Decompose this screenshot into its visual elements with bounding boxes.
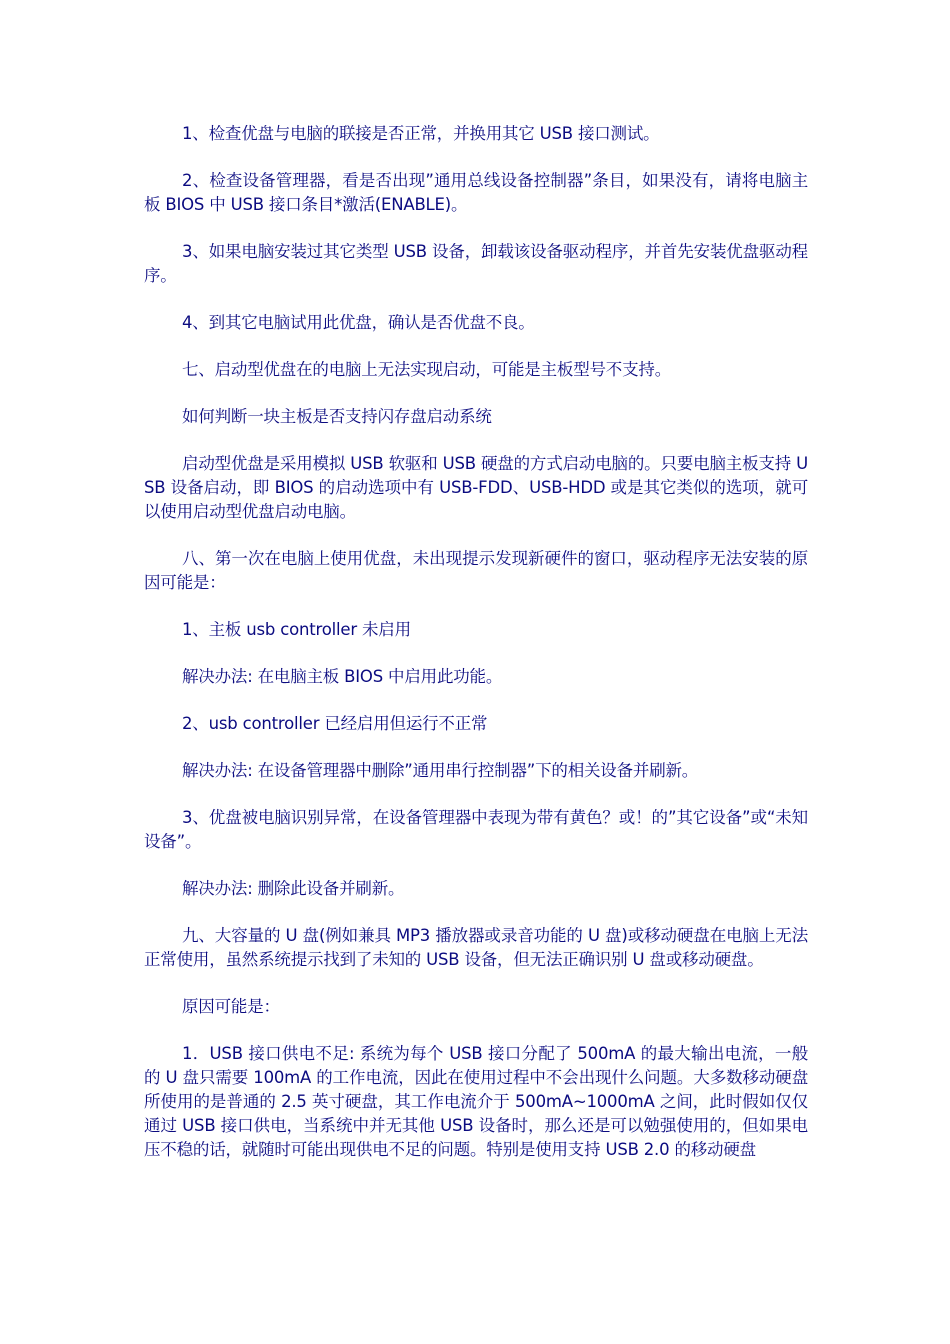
paragraph-try-other-computer: 4、到其它电脑试用此优盘，确认是否优盘不良。 xyxy=(182,313,535,332)
paragraph-how-to-judge: 如何判断一块主板是否支持闪存盘启动系统 xyxy=(182,407,492,426)
paragraph-boot-usb: 启动型优盘是采用模拟 USB 软驱和 USB 硬盘的方式启动电脑的。只要电脑主板支持 USB 设备启动，即 BIOS 的启动选项中有 USB-FDD、USB-HDD 或是其它类似的选项，就可以使用启动型优盘启动电脑。 xyxy=(144,454,808,521)
paragraph-uninstall-driver: 3、如果电脑安装过其它类型 USB 设备，卸载该设备驱动程序，并首先安装优盘驱动程序。 xyxy=(144,242,808,285)
paragraph-controller-abnormal: 2、usb controller 已经启用但运行不正常 xyxy=(182,714,488,733)
section-heading-eight: 八、第一次在电脑上使用优盘，未出现提示发现新硬件的窗口，驱动程序无法安装的原因可能是： xyxy=(144,549,808,592)
paragraph-solution-enable-bios: 解决办法: 在电脑主板 BIOS 中启用此功能。 xyxy=(182,667,503,686)
section-heading-nine: 九、大容量的 U 盘(例如兼具 MP3 播放器或录音功能的 U 盘)或移动硬盘在电脑上无法正常使用，虽然系统提示找到了未知的 USB 设备，但无法正确识别 U 盘或移动硬盘。 xyxy=(144,926,808,969)
paragraph-check-connection: 1、检查优盘与电脑的联接是否正常，并换用其它 USB 接口测试。 xyxy=(182,124,660,143)
paragraph-controller-disabled: 1、主板 usb controller 未启用 xyxy=(182,620,411,639)
paragraph-solution-delete-refresh: 解决办法: 在设备管理器中删除”通用串行控制器”下的相关设备并刷新。 xyxy=(182,761,699,780)
paragraph-possible-causes: 原因可能是： xyxy=(182,997,280,1016)
section-heading-seven: 七、启动型优盘在的电脑上无法实现启动，可能是主板型号不支持。 xyxy=(182,360,672,379)
paragraph-power-insufficient: 1．USB 接口供电不足: 系统为每个 USB 接口分配了 500mA 的最大输出电流，一般的 U 盘只需要 100mA 的工作电流，因此在使用过程中不会出现什么问题。大多数移动硬盘所使用的是普通的 2.5 英寸硬盘，其工作电流介于 500mA~1000mA 之间，此时假如仅仅通过 USB 接口供电，当系统中并无其他 USB 设备时，那么还是可以勉强使用的，但如果电压不稳的话，就随时可能出现供电不足的问题。特别是使用支持 USB 2.0 的移动硬盘 xyxy=(144,1044,808,1159)
paragraph-check-device-manager: 2、检查设备管理器，看是否出现”通用总线设备控制器”条目，如果没有，请将电脑主板 BIOS 中 USB 接口条目*激活(ENABLE)。 xyxy=(144,171,808,214)
paragraph-abnormal-recognition: 3、优盘被电脑识别异常，在设备管理器中表现为带有黄色？或！的”其它设备”或“未知设备”。 xyxy=(144,808,808,851)
paragraph-solution-delete-device: 解决办法: 删除此设备并刷新。 xyxy=(182,879,405,898)
document-body xyxy=(144,122,808,1185)
